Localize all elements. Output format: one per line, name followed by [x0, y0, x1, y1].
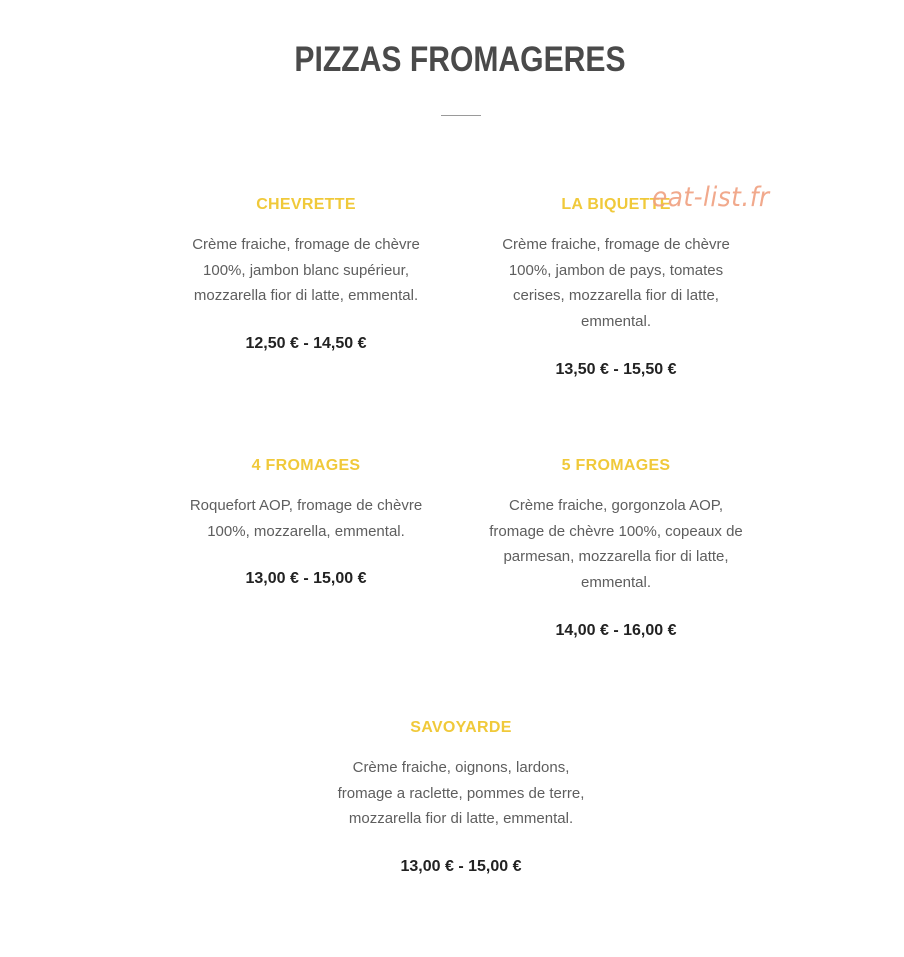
item-description-line: mozzarella fior di latte, emmental. [348, 810, 574, 828]
menu-item-chevrette [156, 195, 456, 354]
item-price: 12,50 € - 14,50 € [245, 335, 367, 353]
item-description-line: Crème fraiche, fromage de chèvre [192, 236, 420, 253]
item-description-line: 100%, jambon de pays, tomates [508, 261, 724, 279]
item-price: 13,00 € - 15,00 € [400, 858, 522, 876]
item-price: 14,00 € - 16,00 € [555, 621, 677, 639]
item-description-line: Crème fraiche, gorgonzola AOP, [508, 497, 723, 514]
item-description [311, 755, 611, 832]
title-divider [441, 115, 481, 116]
menu-item-savoyarde [311, 718, 611, 877]
item-description-line: 100%, jambon blanc supérieur, [203, 261, 409, 279]
item-name: 4 FROMAGES [251, 457, 361, 474]
page-title: PIZZAS FROMAGERES [294, 40, 626, 79]
item-price: 13,00 € - 15,00 € [245, 570, 367, 588]
item-name: 5 FROMAGES [561, 457, 671, 474]
item-description [156, 232, 456, 309]
item-description [466, 493, 766, 596]
item-name: SAVOYARDE [410, 719, 512, 736]
item-description-line: 100%, mozzarella, emmental. [207, 522, 405, 540]
item-description-line: parmesan, mozzarella fior di latte, [503, 548, 729, 566]
item-description-line: emmental. [580, 574, 652, 592]
item-description-line: mozzarella fior di latte, emmental. [193, 287, 419, 305]
item-description-line: fromage de chèvre 100%, copeaux de [489, 522, 743, 540]
item-description [466, 232, 766, 335]
menu-item-la-biquette [466, 195, 766, 380]
menu-item-5-fromages [466, 456, 766, 641]
menu-item-4-fromages [156, 456, 456, 589]
item-name: LA BIQUETTE [561, 196, 671, 213]
item-description-line: cerises, mozzarella fior di latte, [513, 287, 719, 305]
item-description-line: fromage a raclette, pommes de terre, [337, 784, 585, 802]
watermark: eat-list.fr [652, 182, 770, 213]
item-price: 13,50 € - 15,50 € [555, 360, 677, 378]
item-description-line: Crème fraiche, oignons, lardons, [352, 759, 570, 776]
item-description [156, 493, 456, 544]
item-description-line: Roquefort AOP, fromage de chèvre [189, 497, 423, 514]
item-name: CHEVRETTE [256, 196, 356, 213]
item-description-line: Crème fraiche, fromage de chèvre [502, 236, 730, 253]
item-description-line: emmental. [580, 313, 652, 331]
